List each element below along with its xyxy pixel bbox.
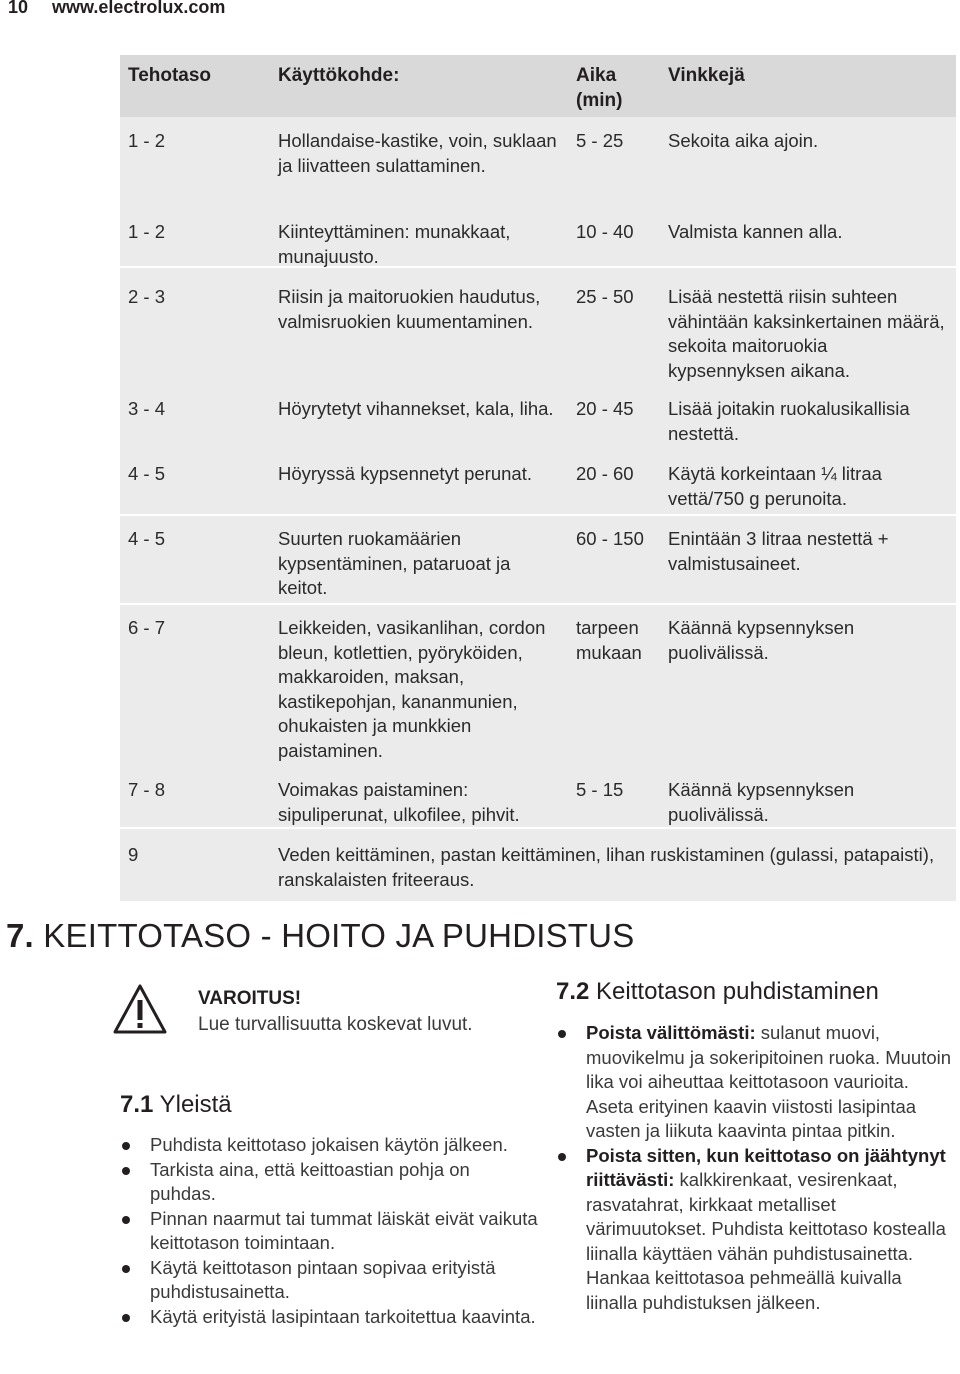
subsection-title: [120, 1090, 232, 1120]
row-level: 7 - 8: [128, 779, 166, 800]
row-tips: Käytä korkeintaan ¼ litraa vettä/750 g perunoita.: [668, 463, 882, 509]
list-item: [120, 1158, 540, 1207]
header-time: Aika (min): [576, 65, 623, 111]
row-use: Höyrytetyt vihannekset, kala, liha.: [278, 398, 554, 419]
row-level: 9: [128, 844, 139, 865]
list-item-text: Käytä keittotason pintaan sopivaa erityistä puhdistusainetta.: [150, 1256, 496, 1302]
row-time: 5 - 25: [576, 130, 624, 151]
list-item-text: Tarkista aina, että keittoastian pohja on puhdas.: [150, 1158, 470, 1204]
row-time: 60 - 150: [576, 528, 644, 549]
header-use: Käyttökohde:: [278, 65, 400, 86]
row-level: 4 - 5: [128, 528, 166, 549]
row-use: Leikkeiden, vasikanlihan, cordon bleun, kotlettien, pyöryköiden, makkaroiden, maksan, kastikepohjan, kananmunien, ohukaisten ja munkkien paistaminen.: [278, 617, 546, 761]
list-item: [556, 1021, 956, 1144]
list-item-lead: Poista sitten, kun keittotaso on jäähtynyt riittävästi:: [586, 1144, 946, 1190]
bullet-icon: [558, 1030, 566, 1038]
row-time: 25 - 50: [576, 286, 634, 307]
bullet-icon: [558, 1153, 566, 1161]
row-tips: Lisää joitakin ruokalusikallisia nestettä.: [668, 398, 910, 444]
list-item: [120, 1207, 540, 1256]
row-divider: [120, 514, 956, 516]
warning-heading: VAROITUS!: [198, 988, 302, 1009]
page-header: [0, 0, 960, 18]
list-item-text: sulanut muovi, muovikelmu ja sokeripitoinen ruoka. Muutoin lika voi aiheuttaa keittotasoon vaurioita. Aseta erityinen kaavin viistosti lasipintaa vasten ja liikuta kaavinta pintaa pitkin.: [586, 1022, 952, 1141]
section-number: 7.: [6, 917, 34, 954]
subsection-heading: Keittotason puhdistaminen: [596, 978, 879, 1005]
section-title: [6, 914, 634, 958]
site-url: www.electrolux.com: [52, 0, 226, 17]
row-tips: Käännä kypsennyksen puolivälissä.: [668, 779, 855, 825]
row-use: Riisin ja maitoruokien haudutus, valmisruokien kuumentaminen.: [278, 286, 541, 332]
header-tips: Vinkkejä: [668, 65, 745, 86]
list-item: [120, 1256, 540, 1305]
row-time: 20 - 45: [576, 398, 634, 419]
row-time: 10 - 40: [576, 221, 634, 242]
table-header: [120, 55, 956, 117]
row-use: Höyryssä kypsennetyt perunat.: [278, 463, 532, 484]
page-number: 10: [8, 0, 29, 17]
row-level: 4 - 5: [128, 463, 166, 484]
header-level: Tehotaso: [128, 65, 212, 86]
row-time: 5 - 15: [576, 779, 624, 800]
subsection-title: [556, 977, 879, 1007]
list-item-text: Käytä erityistä lasipintaan tarkoitettua kaavinta.: [150, 1305, 536, 1327]
general-list: [120, 1133, 540, 1329]
bullet-icon: [122, 1314, 130, 1322]
row-level: 6 - 7: [128, 617, 166, 638]
list-item: [120, 1305, 540, 1330]
row-divider: [120, 603, 956, 605]
bullet-icon: [122, 1265, 130, 1273]
section-heading: KEITTOTASO - HOITO JA PUHDISTUS: [43, 917, 635, 954]
list-item-text: kalkkirenkaat, vesirenkaat, rasvatahrat, kirkkaat metalliset värimuutokset. Puhdista keittotaso kostealla liinalla käyttäen vähän puhdistusainetta. Hankaa keittotasoa pehmeällä kuivalla liinalla puhdistuksen jälkeen.: [586, 1169, 946, 1313]
list-item-text: Puhdista keittotaso jokaisen käytön jälkeen.: [150, 1134, 508, 1155]
row-use: Kiinteyttäminen: munakkaat, munajuusto.: [278, 221, 511, 267]
subsection-heading: Yleistä: [159, 1091, 232, 1118]
row-level: 2 - 3: [128, 286, 166, 307]
row-level: 1 - 2: [128, 130, 166, 151]
row-tips: Enintään 3 litraa nestettä + valmistusaineet.: [668, 528, 889, 574]
row-tips: Sekoita aika ajoin.: [668, 130, 819, 151]
row-level: 3 - 4: [128, 398, 166, 419]
list-item: [556, 1144, 956, 1316]
bullet-icon: [122, 1216, 130, 1224]
subsection-number: 7.2: [556, 978, 590, 1005]
row-use: Veden keittäminen, pastan keittäminen, lihan ruskistaminen (gulassi, patapaisti), ranskalaisten friteeraus.: [278, 844, 935, 890]
subsection-number: 7.1: [120, 1091, 154, 1118]
bullet-icon: [122, 1167, 130, 1175]
bullet-icon: [122, 1142, 130, 1150]
row-time: tarpeen mukaan: [576, 617, 642, 663]
row-tips: Valmista kannen alla.: [668, 221, 843, 242]
row-tips: Käännä kypsennyksen puolivälissä.: [668, 617, 855, 663]
warning-triangle-icon: [112, 983, 168, 1035]
warning-text: Lue turvallisuutta koskevat luvut.: [198, 1014, 473, 1035]
list-item-text: Pinnan naarmut tai tummat läiskät eivät vaikuta keittotason toimintaan.: [150, 1207, 538, 1253]
list-item: [120, 1133, 540, 1158]
row-tips: Lisää nestettä riisin suhteen vähintään kaksinkertainen määrä, sekoita maitoruokia kypsennyksen aikana.: [668, 286, 945, 381]
row-divider: [120, 827, 956, 829]
row-time: 20 - 60: [576, 463, 634, 484]
row-use: Suurten ruokamäärien kypsentäminen, pataruoat ja keitot.: [278, 528, 511, 598]
list-item-lead: Poista välittömästi:: [586, 1022, 756, 1043]
row-level: 1 - 2: [128, 221, 166, 242]
row-use: Voimakas paistaminen: sipuliperunat, ulkofilee, pihvit.: [278, 779, 520, 825]
row-use: Hollandaise-kastike, voin, suklaan ja liivatteen sulattaminen.: [278, 130, 557, 176]
cleaning-list: [556, 1021, 956, 1315]
cooking-table: [120, 55, 956, 901]
